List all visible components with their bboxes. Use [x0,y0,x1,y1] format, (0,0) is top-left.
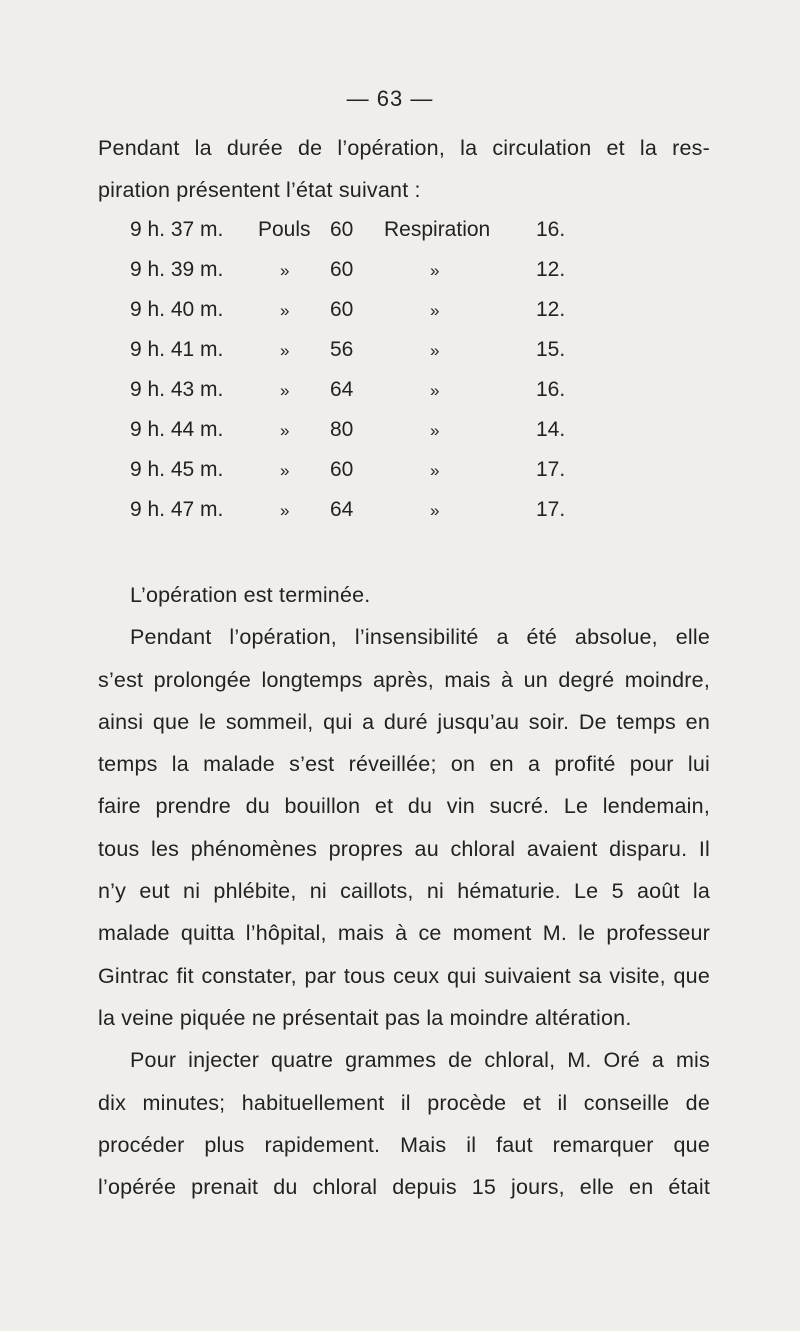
time-cell: 9 h. 43 m. [130,378,224,401]
pulse-cell: 80 [330,418,354,441]
text-line: Pour injecter quatre grammes de chloral, M. Oré a mis [130,1048,710,1073]
text-line: dix minutes; habituellement il procède et il conseille de [98,1090,710,1115]
pulse-cell: 64 [330,378,354,401]
page-number: — 63 — [346,86,434,111]
time-cell: 9 h. 40 m. [130,298,224,321]
respiration-cell: 16. [536,378,566,401]
time-cell: 9 h. 39 m. [130,258,224,281]
ditto-mark: » [430,501,440,520]
text-line: temps la malade s’est réveillée; on en a profité pour lui [98,752,710,777]
text-line: Gintrac fit constater, par tous ceux qui suivaient sa visite, que [98,963,710,988]
text-line: l’opérée prenait du chloral depuis 15 jours, elle en était [98,1175,710,1200]
text-line: ainsi que le sommeil, qui a duré jusqu’au soir. De temps en [98,709,710,734]
text-line: la veine piquée ne présentait pas la moindre altération. [98,1005,632,1030]
ditto-mark: » [280,341,290,360]
text-line: L’opération est terminée. [130,583,371,607]
respiration-cell: 17. [536,458,566,481]
ditto-mark: » [280,381,290,400]
respiration-cell: 12. [536,258,566,281]
ditto-mark: » [430,341,440,360]
ditto-mark: » [280,461,290,480]
ditto-mark: » [430,261,440,280]
time-cell: 9 h. 47 m. [130,498,224,521]
text-line: Pendant la durée de l’opération, la circulation et la res- [98,136,710,160]
intro-paragraph [98,127,710,211]
pulse-cell: 60 [330,298,354,321]
pulse-cell: 56 [330,338,354,361]
ditto-mark: » [430,461,440,480]
pulse-cell: 60 [330,218,354,241]
pulse-label: Pouls [258,218,311,241]
respiration-cell: 14. [536,418,566,441]
respiration-cell: 16. [536,218,566,241]
body-text [98,574,710,1208]
pulse-cell: 64 [330,498,354,521]
time-cell: 9 h. 44 m. [130,418,224,441]
ditto-mark: » [280,421,290,440]
respiration-cell: 15. [536,338,566,361]
text-line: faire prendre du bouillon et du vin sucré. Le lendemain, [98,794,710,819]
paragraph [98,1039,710,1208]
respiration-label: Respiration [384,218,491,241]
respiration-cell: 12. [536,298,566,321]
text-line: tous les phénomènes propres au chloral avaient disparu. Il [98,836,710,861]
ditto-mark: » [280,301,290,320]
text-line: Pendant l’opération, l’insensibilité a été absolue, elle [130,625,710,650]
text-line: procéder plus rapidement. Mais il faut remarquer que [98,1132,710,1157]
ditto-mark: » [430,381,440,400]
time-cell: 9 h. 37 m. [130,218,224,241]
paragraph [98,574,710,616]
time-cell: 9 h. 41 m. [130,338,224,361]
paragraph [98,616,710,1039]
time-cell: 9 h. 45 m. [130,458,224,481]
text-line: n’y eut ni phlébite, ni caillots, ni hématurie. Le 5 août la [98,879,710,904]
respiration-cell: 17. [536,498,566,521]
text-line: s’est prolongée longtemps après, mais à un degré moindre, [98,667,710,692]
ditto-mark: » [280,261,290,280]
ditto-mark: » [430,301,440,320]
text-line: malade quitta l’hôpital, mais à ce moment M. le professeur [98,921,710,946]
ditto-mark: » [430,421,440,440]
pulse-cell: 60 [330,458,354,481]
ditto-mark: » [280,501,290,520]
pulse-cell: 60 [330,258,354,281]
text-line: piration présentent l’état suivant : [98,178,421,202]
